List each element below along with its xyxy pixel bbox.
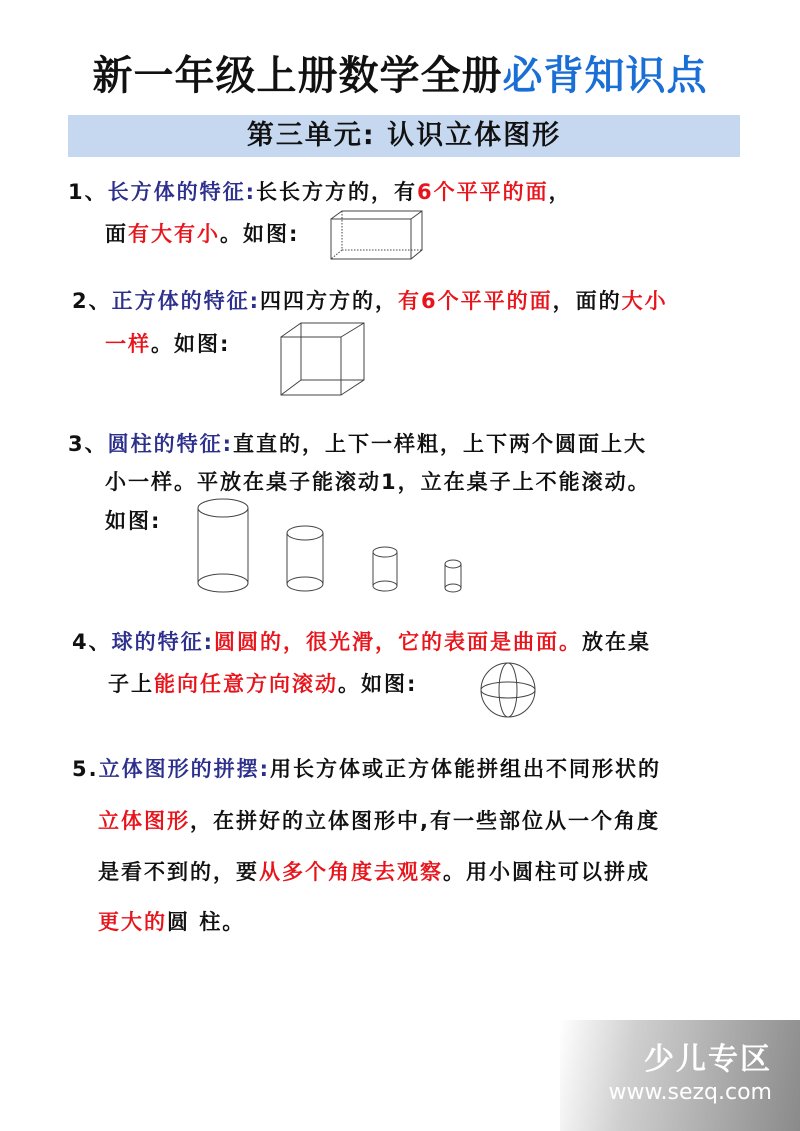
text-segment: 四四方方的， <box>260 289 399 313</box>
feature-heading: 球的特征: <box>111 630 215 654</box>
text-segment: 放在桌 <box>582 630 652 654</box>
item-5-line-4 <box>98 906 245 936</box>
item-1-line-2 <box>105 218 299 248</box>
text-segment: ，在拼好的立体图形中,有一些部位从一个角度 <box>190 809 660 833</box>
sphere-figure <box>480 662 538 720</box>
key-phrase: 能向任意方向滚动 <box>154 672 338 696</box>
item-5-line-3 <box>98 856 650 886</box>
item-1-line-1 <box>68 176 572 206</box>
key-phrase: 从多个角度去观察 <box>259 860 443 884</box>
text-segment: 子上 <box>108 672 154 696</box>
text-segment: 1、 <box>68 180 108 204</box>
text-segment: 如图: <box>105 509 162 533</box>
text-segment: 圆 柱。 <box>167 910 246 934</box>
item-5-line-1 <box>72 753 661 783</box>
unit-banner: 第三单元: 认识立体图形 <box>68 115 740 157</box>
text-segment: 3、 <box>68 432 108 456</box>
item-4-line-2 <box>108 668 417 698</box>
key-phrase: 有6个平平的面 <box>398 289 553 313</box>
text-segment: 5. <box>72 757 99 781</box>
item-3-line-3 <box>105 505 161 535</box>
text-segment: 4、 <box>72 630 112 654</box>
item-2-line-1 <box>72 285 668 315</box>
key-phrase: 立体图形 <box>98 809 190 833</box>
page-title <box>0 44 800 101</box>
key-phrase: 更大的 <box>98 910 167 934</box>
key-phrase: 有大有小 <box>128 222 220 246</box>
text-segment: 。如图: <box>220 222 300 246</box>
item-3-line-2 <box>105 466 651 496</box>
text-segment: 。如图: <box>338 672 418 696</box>
feature-heading: 立体图形的拼摆: <box>98 757 270 781</box>
watermark-url: www.sezq.com <box>608 1080 772 1105</box>
watermark <box>560 1020 800 1131</box>
text-segment: 是看不到的，要 <box>98 860 259 884</box>
text-segment: 面 <box>105 222 128 246</box>
key-phrase: 6个平平的面 <box>417 180 549 204</box>
item-5-line-2 <box>98 805 660 835</box>
text-segment: ，面的 <box>552 289 622 313</box>
feature-heading: 长方体的特征: <box>107 180 257 204</box>
text-segment: 用长方体或正方体能拼组出不同形状的 <box>270 757 661 781</box>
text-segment: 小一样。平放在桌子能滚动1，立在桌子上不能滚动。 <box>105 470 651 494</box>
text-segment: ， <box>548 180 572 204</box>
item-3-line-1 <box>68 428 647 458</box>
text-segment: 2、 <box>72 289 112 313</box>
cube-figure <box>280 322 370 397</box>
title-main: 新一年级上册数学全册 <box>92 53 503 99</box>
cylinders-figure <box>195 498 470 596</box>
feature-heading: 圆柱的特征: <box>107 432 234 456</box>
key-phrase: 一样 <box>105 332 151 356</box>
title-highlight: 必背知识点 <box>502 53 708 99</box>
key-phrase: 大小 <box>621 289 668 313</box>
watermark-name: 少儿专区 <box>644 1042 772 1077</box>
text-segment: 直直的，上下一样粗，上下两个圆面上大 <box>233 432 648 456</box>
text-segment: 。用小圆柱可以拼成 <box>443 860 650 884</box>
feature-heading: 正方体的特征: <box>111 289 261 313</box>
text-segment: 。如图: <box>151 332 231 356</box>
item-2-line-2 <box>105 328 230 358</box>
item-4-line-1 <box>72 626 651 656</box>
text-segment: 长长方方的，有 <box>256 180 418 204</box>
key-phrase: 圆圆的，很光滑，它的表面是曲面。 <box>214 630 583 654</box>
cuboid-figure <box>330 210 425 260</box>
